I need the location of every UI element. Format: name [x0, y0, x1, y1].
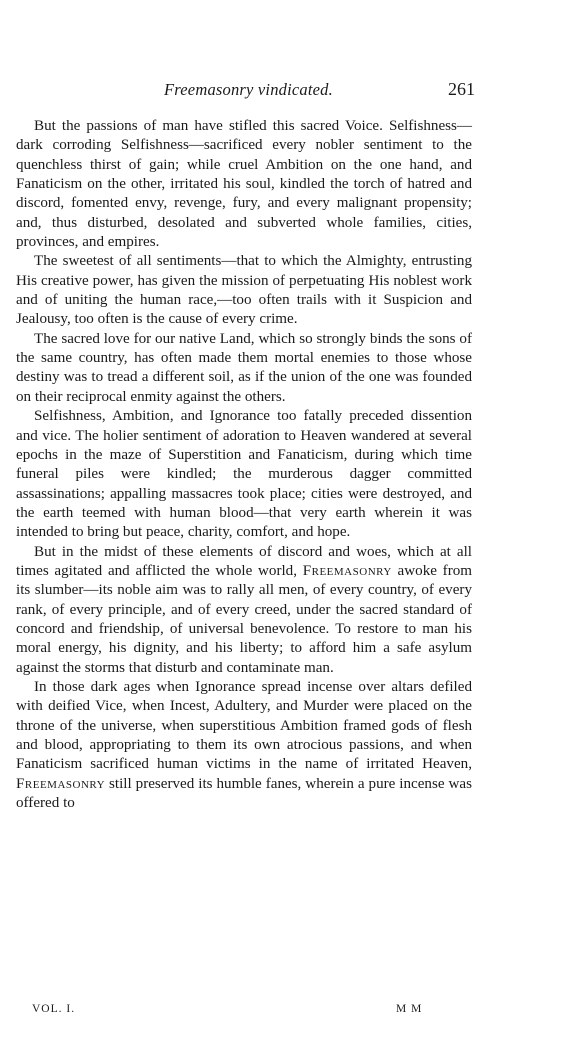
running-title: Freemasonry vindicated.	[164, 80, 333, 99]
running-head	[16, 80, 476, 104]
paragraph-text: But in the midst of these elements of discord and woes, which at all times agitated and afflicted the whole world,	[16, 543, 472, 579]
page-footer	[16, 1003, 476, 1021]
paragraph-discord-and-woes	[16, 543, 472, 678]
smallcaps-term: Freemasonry	[302, 562, 392, 579]
paragraph-text: In those dark ages when Ignorance spread incense over altars defiled with deified Vice, when Incest, Adultery, and Murder were placed on the throne of the universe, when superstitious Ambition framed gods of flesh and blood, appropriating to them its own atrocious passions, and when Fanaticism sacrificed human victims in the name of irritated Heaven,	[16, 678, 472, 773]
gathering-signature: M M	[396, 1003, 423, 1015]
smallcaps-term: Freemasonry	[16, 775, 106, 792]
paragraph-native-land: The sacred love for our native Land, which so strongly binds the sons of the same country, has often made them mortal enemies to those whose destiny was to tread a different soil, as if the union of the one was founded on their reciprocal enmity against the others.	[16, 330, 472, 405]
volume-signature: VOL. I.	[32, 1003, 76, 1015]
paragraph-selfishness-ambition: Selfishness, Ambition, and Ignorance too fatally preceded dissention and vice. The holier sentiment of adoration to Heaven wandered at several epochs in the maze of Superstition and Fanaticism, during which time funeral piles were kindled; the murderous dagger committed assassinations; appalling massacres took place; cities were destroyed, and the earth teemed with human blood—that very earth wherein it was intended to bring but peace, charity, comfort, and hope.	[16, 408, 472, 541]
body-text	[16, 117, 472, 813]
paragraph-passions: But the passions of man have stifled this sacred Voice. Selfishness—dark corroding Selfishness—sacrificed every nobler sentiment to the quenchless thirst of gain; while cruel Ambition on the one hand, and Fanaticism on the other, irritated his soul, kindled the torch of hatred and discord, fomented envy, revenge, fury, and every malignant propensity; and, thus disturbed, desolated and subverted whole families, cities, provinces, and empires.	[16, 118, 472, 251]
page-number: 261	[448, 79, 475, 99]
paragraph-dark-ages	[16, 678, 472, 813]
paragraph-text: still preserved its humble fanes, wherein a pure incense was offered to	[16, 775, 472, 812]
paragraph-sweetest-sentiments: The sweetest of all sentiments—that to which the Almighty, entrusting His creative power, has given the mission of perpetuating His noblest work and of uniting the human race,—too often trails with it Suspicion and Jealousy, too often is the cause of every crime.	[16, 253, 472, 328]
paragraph-text: awoke from its slumber—its noble aim was to rally all men, of every country, of every rank, of every principle, and of every creed, under the sacred standard of concord and friendship, of universal benevolence. To restore to man his moral energy, his dignity, and his liberty; to afford him a safe asylum against the storms that disturb and contaminate man.	[16, 562, 473, 676]
